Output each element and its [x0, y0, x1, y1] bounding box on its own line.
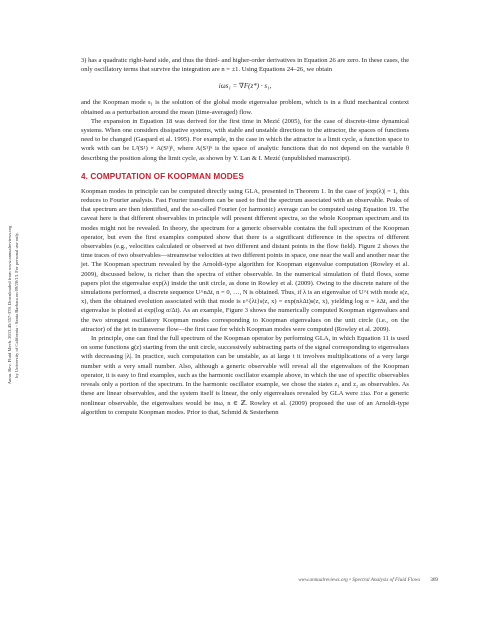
- download-notice-line-2: by University of California - Santa Barbara on 09/20/13. For personal use only.: [14, 232, 19, 378]
- article-body: [81, 56, 409, 417]
- footer-journal: www.annualreviews.org • Spectral Analysis of Fluid Flows: [298, 577, 421, 583]
- equation: iωs₁ = ∇F(z*) · s₁,: [218, 82, 272, 91]
- paragraph-koopman-mode: and the Koopman mode s₁ is the solution of the global mode eigenvalue problem, which is in a fluid mechanical context obtained as a perturbation around the mean (time-averaged) flow.: [81, 99, 409, 116]
- download-notice-sidebar: [6, 205, 36, 405]
- page-number: 369: [430, 577, 438, 583]
- paragraph-computation: Koopman modes in principle can be computed directly using GLA, presented in Theorem 1. In the case of |exp(λ)| = 1, this reduces to Fourier analysis. Fast Fourier transform can be used to find the spectrum associated with an observable. Peaks of that spectrum are then identified, and the so-called Fourier (or harmonic) average can be computed using Equation 19. The caveat here is that different observables in principle will present different spectra, so the whole Koopman spectrum and its modes might not be revealed. In theory, the spectrum for a generic observable contains the full spectrum of the Koopman operator, but even the first examples computed show that there is a significant difference in the spectra of different observables (e.g., velocities calculated or observed at two different and distant points in the flow field). Figure 2 shows the time traces of two observables—streamwise velocities at two different points in space, one near the wall and another near the jet. The Koopman spectrum revealed by the Arnoldi-type algorithm for Koopman eigenvalue computation (Rowley et al. 2009), discussed below, is richer than the spectra of either observable. In the numerical simulation of fluid flows, some papers plot the eigenvalue exp(λ) inside the unit circle, as done in Rowley et al. (2009). Owing to the discrete nature of the simulations performed, a discrete sequence U^nΔt, n = 0, …, N is obtained. Thus, if λ is an eigenvalue of U^t with mode s(z, x), then the obtained evolution associated with that mode is ε^{λt}s(z, x) = exp(nλΔt)s(z, x), yielding log α = λΔt, and the eigenvalue is plotted at exp(log α/Δt). As an example, Figure 3 shows the numerically computed Koopman eigenvalues and the two strongest oscillatory Koopman modes corresponding to Koopman eigenvalues on the unit circle (i.e., on the attractor) of the jet in transverse flow—the first case for which Koopman modes were computed (Rowley et al. 2009).: [81, 187, 409, 333]
- download-notice-text: [6, 205, 36, 405]
- download-notice-line-1: Annu. Rev. Fluid Mech. 2013.45:357-378. Downloaded from www.annualreviews.org: [7, 225, 12, 385]
- paragraph-continuation: 3) has a quadratic right-hand side, and thus the third- and higher-order derivatives in Equation 26 are zero. In these cases, the only oscillatory terms that survive the integration are n = ±1. Using Equations 24–26, we obtain: [81, 57, 409, 74]
- section-heading: 4. COMPUTATION OF KOOPMAN MODES: [81, 171, 244, 181]
- paragraph-full-spectrum: In principle, one can find the full spectrum of the Koopman operator by performing GLA, in which Equation 11 is used on some functions g(z) starting from the unit circle, successively subtracting parts of the signal corresponding to eigenvalues with decreasing |λ|. In practice, such computation can be unstable, as at large t it involves multiplications of a very large number with a very small number. Also, although a generic observable will reveal all the eigenvalues of the Koopman operator, it is easy to find examples, such as the harmonic oscillator example above, in which the use of specific observables reveals only a portion of the spectrum. In the harmonic oscillator example, we chose the states z₁ and z₂ as observables. As these are linear observables, and the system itself is linear, the only eigenvalues revealed by GLA were ±iω. For a generic nonlinear observable, the eigenvalues would be inω, n ∈ ℤ. Rowley et al. (2009) proposed the use of an Arnoldi-type algorithm to compute Koopman modes. Prior to that, Schmid & Sesterhenn: [81, 335, 409, 416]
- page-footer: [280, 577, 438, 583]
- paragraph-expansion: The expansion in Equation 18 was derived for the first time in Mezić (2005), for the case of discrete-time dynamical systems. When one considers dissipative systems, with stable and unstable directions to the attractor, the spaces of functions need to be changed (Gaspard et al. 1995). For example, in the case in which the attractor is a limit cycle, a function space to work with can be L²(S¹) × A(S¹)ᵏ, where A(S¹)ᵏ is the space of analytic functions that do not depend on the variable θ describing the position along the limit cycle, as shown by Y. Lan & I. Mezić (unpublished manuscript).: [81, 117, 409, 162]
